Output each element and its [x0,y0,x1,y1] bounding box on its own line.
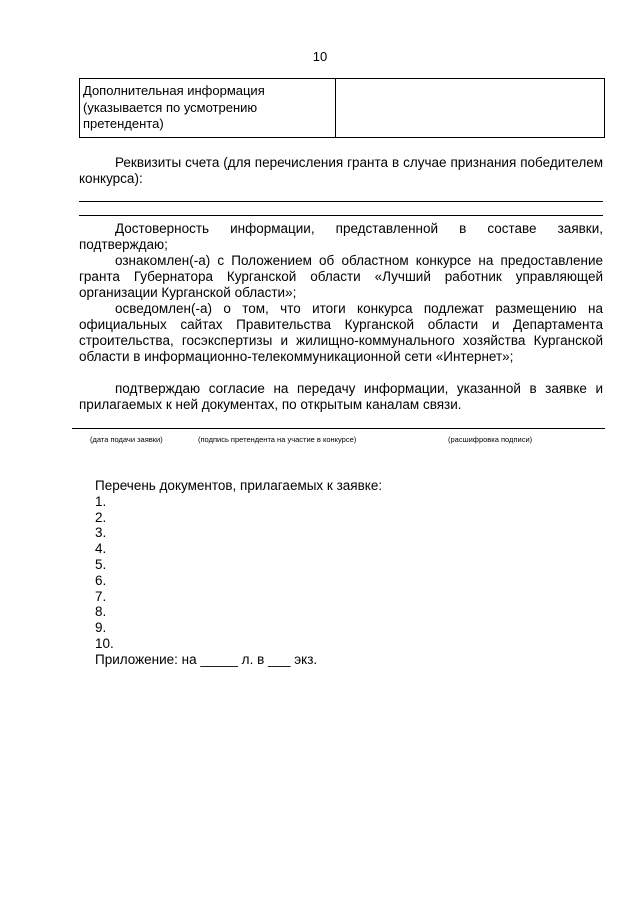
date-caption: (дата подачи заявки) [90,435,163,444]
consent-statement: подтверждаю согласие на передачу информации, указанной в заявке и прилагаемых к ней документах, по открытым каналам связи. [79,381,603,412]
signature-line [72,428,605,429]
list-item: 9. [95,620,107,636]
signature-caption: (подпись претендента на участие в конкурсе) [198,435,357,444]
page-number: 10 [312,49,328,64]
list-item: 2. [95,509,107,525]
bank-details-line-1 [79,201,603,202]
list-item: 8. [95,604,107,620]
list-item: 4. [95,541,107,557]
informed-statement: осведомлен(-а) о том, что итоги конкурса подлежат размещению на официальных сайтах Правительства Курганской области и Департамента строительства, госэкспертизы и жилищно-коммунального хозяйства Курганской области в информационно-телекоммуникационной сети «Интернет»; [79,301,603,364]
list-item: 5. [95,556,107,572]
additional-info-value [336,79,604,137]
documents-list [95,478,382,668]
list-item: 10. [95,635,114,651]
familiarized-statement: ознакомлен(-а) с Положением об областном конкурсе на предоставление гранта Губернатора Курганской области «Лучший работник управляющей организации Курганской области»; [79,253,603,300]
list-item: 6. [95,572,107,588]
additional-info-table [79,78,605,138]
list-item: 1. [95,493,107,509]
bank-details-text: Реквизиты счета (для перечисления гранта в случае признания победителем конкурса): [79,155,603,186]
documents-heading: Перечень документов, прилагаемых к заявке: [95,478,383,493]
list-item: 3. [95,525,107,541]
list-item: 7. [95,588,107,604]
additional-info-label: Дополнительная информация (указывается по усмотрению претендента) [80,79,336,137]
decoding-caption: (расшифровка подписи) [448,435,533,444]
attachment-line: Приложение: на _____ л. в ___ экз. [95,651,318,667]
accuracy-statement: Достоверность информации, представленной в составе заявки, подтверждаю; [79,221,603,252]
bank-details-line-2 [79,215,603,216]
